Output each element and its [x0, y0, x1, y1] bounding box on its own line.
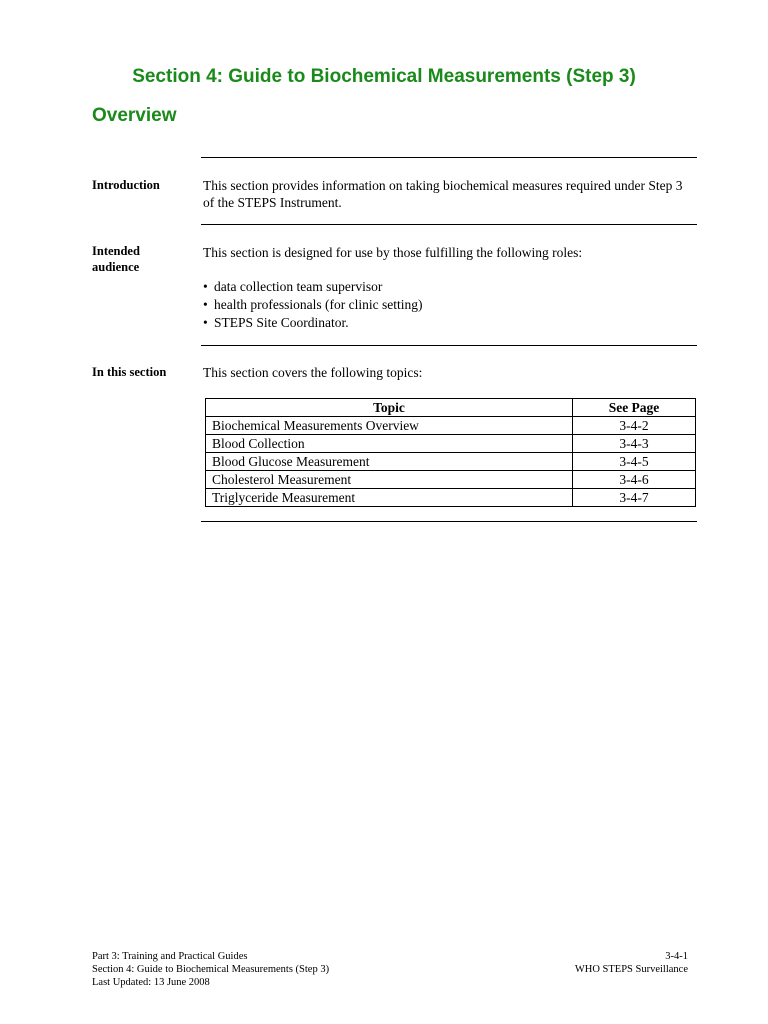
- intended-audience-text: This section is designed for use by those fulfilling the following roles:: [203, 245, 583, 260]
- divider: [201, 345, 697, 346]
- page-title: Section 4: Guide to Biochemical Measurements (Step 3): [132, 66, 636, 87]
- in-this-section-text: This section covers the following topics:: [203, 365, 423, 380]
- intended-audience-label: [92, 243, 192, 275]
- in-this-section-label: In this section: [92, 365, 167, 379]
- table-row: [206, 489, 696, 507]
- footer-publisher: WHO STEPS Surveillance: [574, 964, 688, 975]
- table-row: [206, 471, 696, 489]
- table-row: [206, 417, 696, 435]
- table-row: [206, 435, 696, 453]
- page-cell: 3-4-5: [573, 453, 696, 471]
- role-text: STEPS Site Coordinator.: [214, 315, 349, 330]
- page-number: 3-4-1: [665, 951, 688, 962]
- column-header-topic: Topic: [206, 399, 573, 417]
- divider: [201, 224, 697, 225]
- column-header-page: See Page: [573, 399, 696, 417]
- list-item: [203, 296, 422, 314]
- role-text: health professionals (for clinic setting): [214, 297, 423, 312]
- footer-section: Section 4: Guide to Biochemical Measurements (Step 3): [92, 964, 330, 975]
- page-cell: 3-4-7: [573, 489, 696, 507]
- section-subtitle: Overview: [92, 105, 177, 126]
- intended-audience-label-line: audience: [92, 260, 140, 274]
- footer-right: [575, 950, 688, 976]
- table-header-row: [206, 399, 696, 417]
- bullet-icon: •: [203, 297, 208, 312]
- bullet-icon: •: [203, 279, 208, 294]
- role-text: data collection team supervisor: [214, 279, 383, 294]
- footer-last-updated: Last Updated: 13 June 2008: [92, 977, 210, 988]
- page-cell: 3-4-2: [573, 417, 696, 435]
- table-row: [206, 453, 696, 471]
- introduction-label: Introduction: [92, 178, 160, 192]
- roles-list: [203, 278, 422, 332]
- list-item: [203, 314, 422, 332]
- page-cell: 3-4-6: [573, 471, 696, 489]
- page-cell: 3-4-3: [573, 435, 696, 453]
- footer-part: Part 3: Training and Practical Guides: [92, 951, 248, 962]
- divider: [201, 157, 697, 158]
- introduction-text: This section provides information on taking biochemical measures required under Step 3 of the STEPS Instrument.: [203, 178, 683, 210]
- topic-cell: Biochemical Measurements Overview: [206, 417, 573, 435]
- topic-cell: Blood Glucose Measurement: [206, 453, 573, 471]
- footer-left: [92, 950, 329, 989]
- topics-table: [205, 398, 696, 507]
- divider: [201, 521, 697, 522]
- topic-cell: Triglyceride Measurement: [206, 489, 573, 507]
- topic-cell: Cholesterol Measurement: [206, 471, 573, 489]
- list-item: [203, 278, 422, 296]
- intended-audience-label-line: Intended: [92, 244, 140, 258]
- topic-cell: Blood Collection: [206, 435, 573, 453]
- bullet-icon: •: [203, 315, 208, 330]
